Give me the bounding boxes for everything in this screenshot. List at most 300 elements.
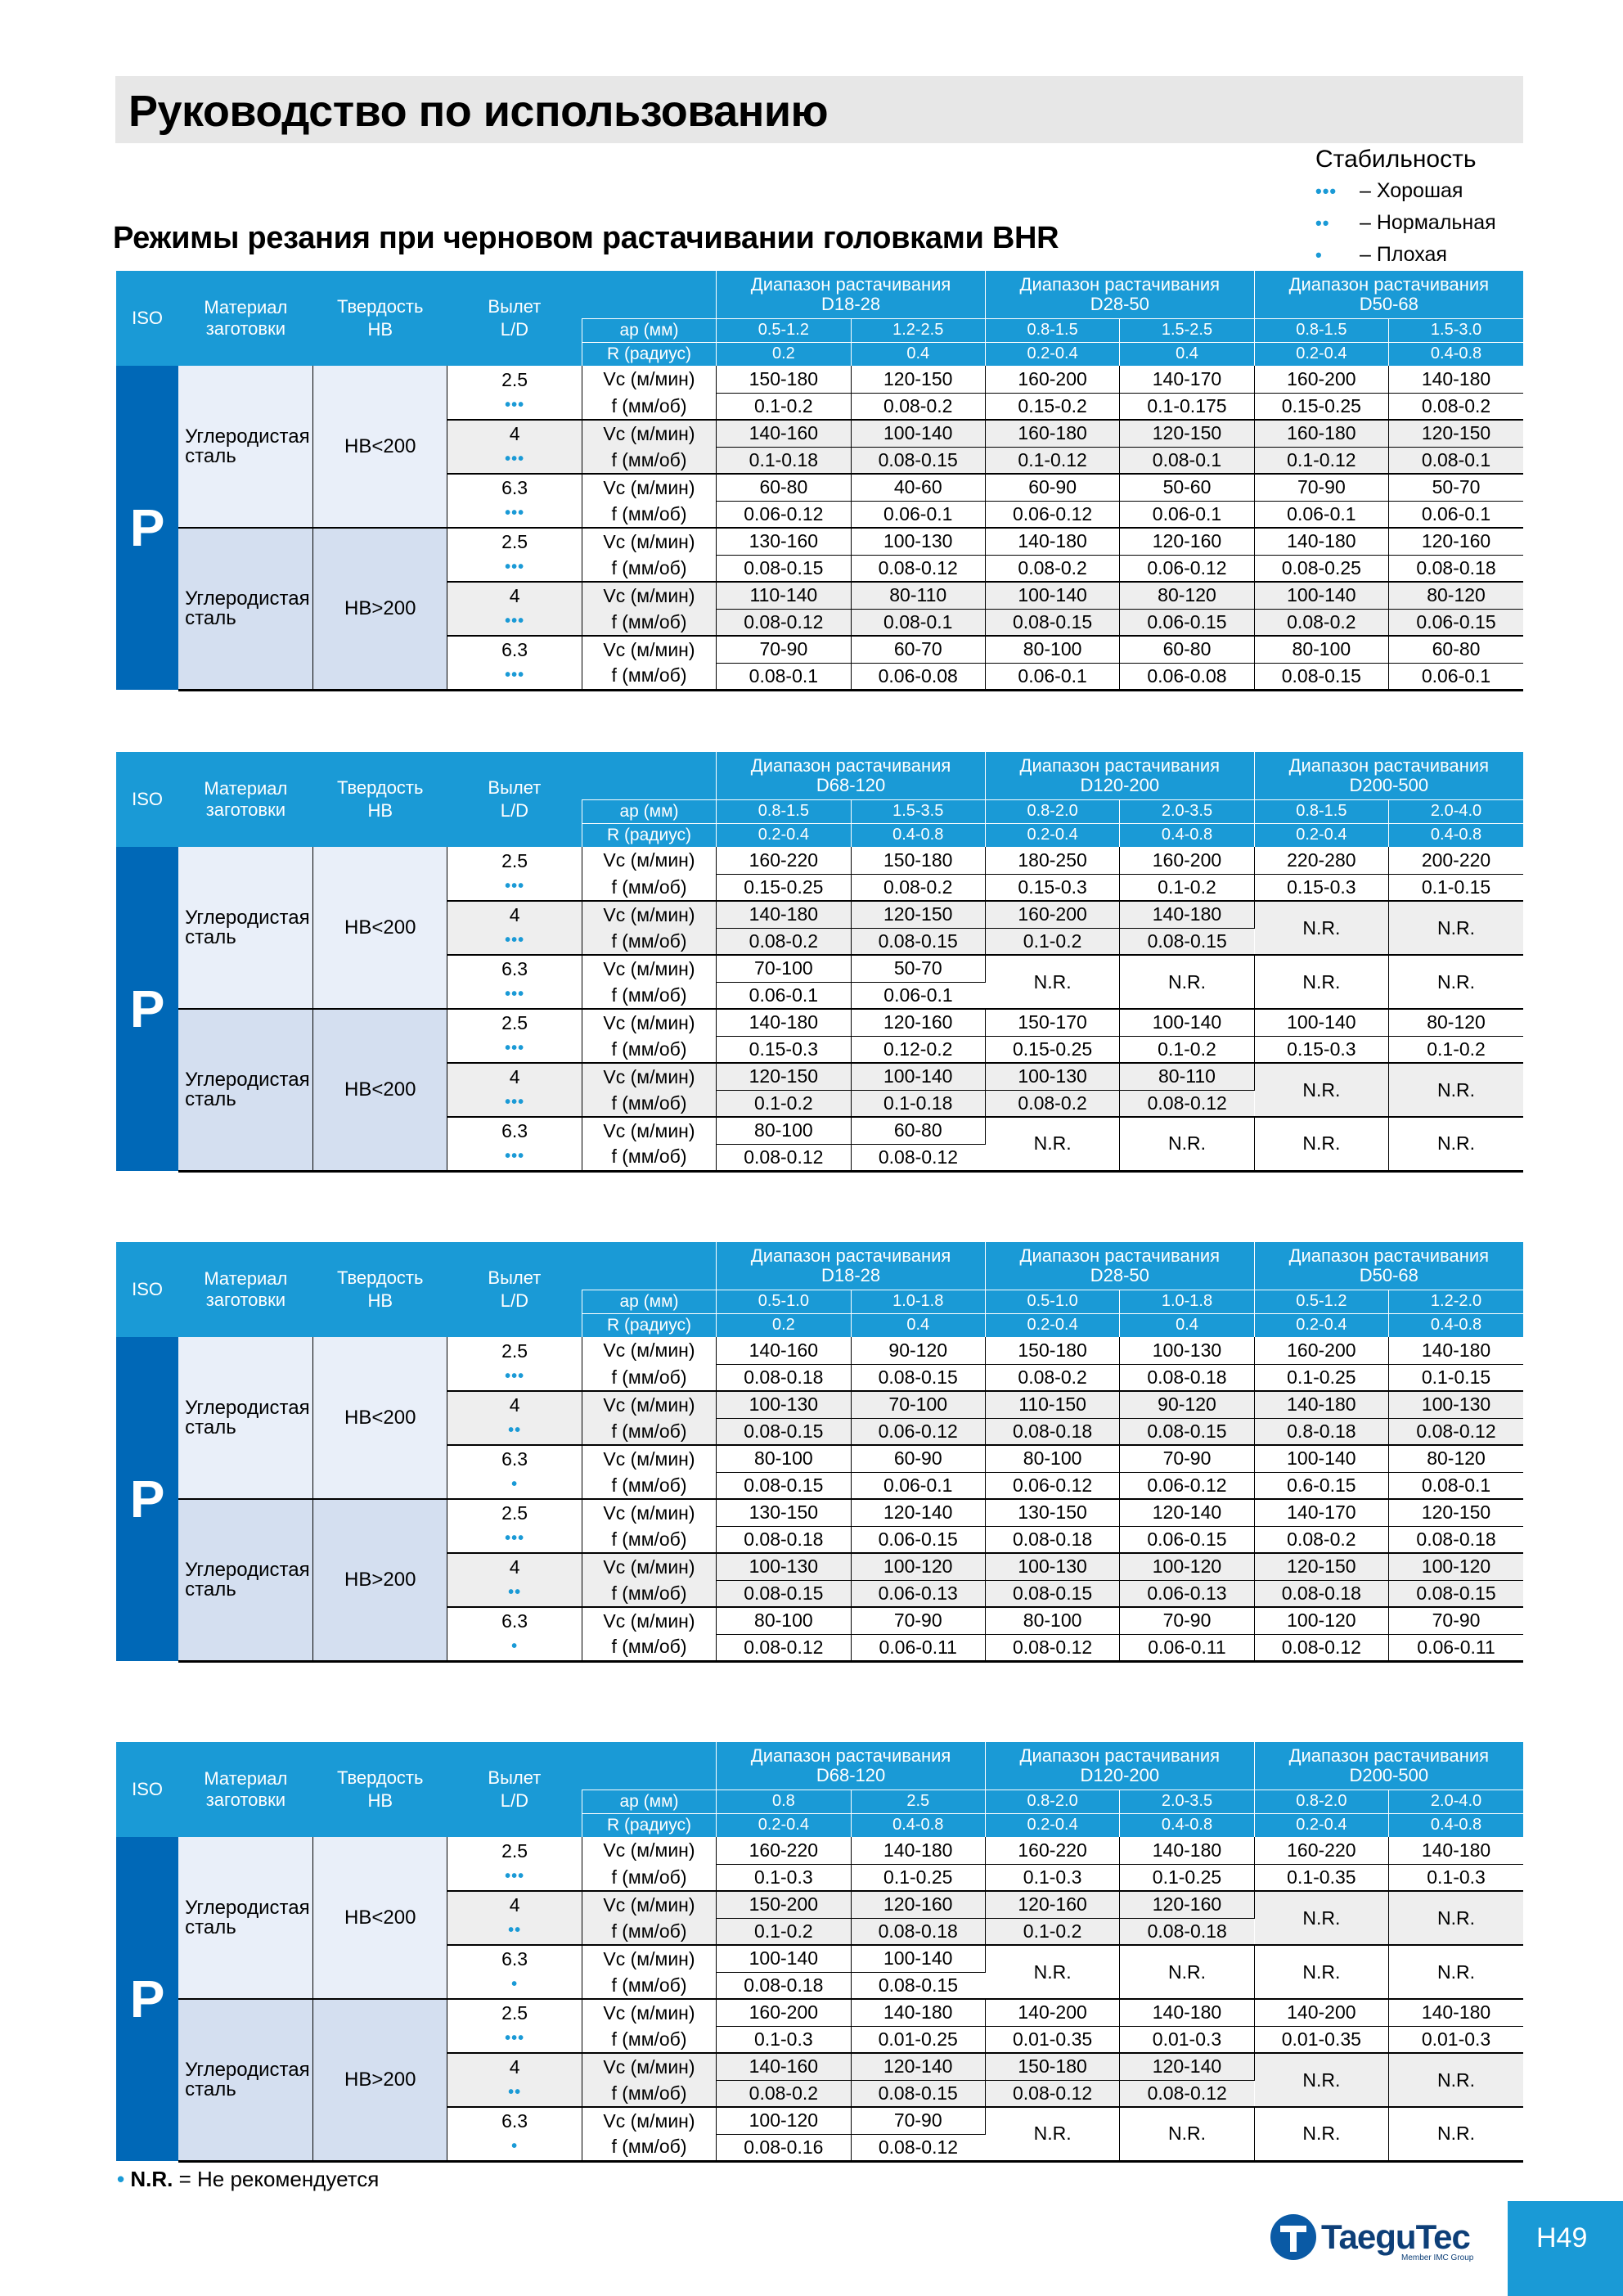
not-recommended-cell: N.R. xyxy=(1120,1945,1254,1999)
boring-range-label: Диапазон растачивания xyxy=(1019,1745,1221,1766)
vc-value: 120-150 xyxy=(1389,420,1523,447)
hardness-cell: HB>200 xyxy=(313,528,447,690)
bullet-icon: • xyxy=(117,2167,125,2191)
f-label: f (мм/об) xyxy=(582,1418,716,1445)
vc-value: 60-70 xyxy=(851,636,985,663)
vc-label: Vc (м/мин) xyxy=(582,2107,716,2134)
vc-label: Vc (м/мин) xyxy=(582,1445,716,1472)
material-cell: Углеродистая сталь xyxy=(178,1499,312,1661)
overhang-value: 4 xyxy=(509,1394,520,1416)
vc-value: 100-120 xyxy=(1120,1553,1254,1580)
f-value: 0.06-0.1 xyxy=(1254,501,1388,528)
radius-value: 0.4 xyxy=(851,1313,985,1337)
f-value: 0.08-0.12 xyxy=(717,1144,851,1171)
vc-value: 70-90 xyxy=(1254,474,1388,501)
f-value: 0.08-0.18 xyxy=(985,1418,1119,1445)
overhang-value: 6.3 xyxy=(501,1448,528,1470)
table-row xyxy=(116,847,1523,874)
stability-dots-icon: ••• xyxy=(505,985,525,1003)
vc-value: 150-170 xyxy=(985,1009,1119,1036)
f-value: 0.06-0.13 xyxy=(1120,1580,1254,1607)
f-value: 0.08-0.18 xyxy=(1389,555,1523,582)
vc-value: 130-160 xyxy=(717,528,851,555)
boring-range-value: D18-28 xyxy=(820,293,881,314)
vc-value: 140-180 xyxy=(1389,1837,1523,1864)
cutting-data-table xyxy=(116,1242,1523,1663)
stability-dots-icon: ••• xyxy=(505,931,525,949)
table-row xyxy=(116,366,1523,393)
overhang-value: 2.5 xyxy=(501,1502,528,1524)
f-value: 0.1-0.12 xyxy=(985,447,1119,474)
stability-dots-icon: •• xyxy=(508,2083,522,2101)
vc-label: Vc (м/мин) xyxy=(582,1499,716,1526)
vc-value: 100-140 xyxy=(1254,582,1388,609)
f-value: 0.08-0.1 xyxy=(1389,1472,1523,1499)
radius-value: 0.4-0.8 xyxy=(1389,1813,1523,1837)
radius-value: 0.4-0.8 xyxy=(851,823,985,847)
f-value: 0.1-0.3 xyxy=(1389,1864,1523,1891)
radius-value: 0.2-0.4 xyxy=(985,1313,1119,1337)
radius-value: 0.4-0.8 xyxy=(1389,823,1523,847)
f-value: 0.08-0.15 xyxy=(717,1418,851,1445)
f-value: 0.06-0.1 xyxy=(851,1472,985,1499)
f-value: 0.08-0.12 xyxy=(1120,2080,1254,2107)
hardness-cell: HB<200 xyxy=(313,1009,447,1171)
f-value: 0.1-0.2 xyxy=(717,1918,851,1945)
overhang-cell xyxy=(447,420,582,474)
radius-value: 0.2-0.4 xyxy=(1254,1813,1388,1837)
boring-range-label: Диапазон растачивания xyxy=(1288,1245,1490,1266)
ap-value: 2.5 xyxy=(851,1790,985,1813)
table-row xyxy=(116,1009,1523,1036)
f-value: 0.08-0.15 xyxy=(717,1580,851,1607)
material-cell: Углеродистая сталь xyxy=(178,528,312,690)
vc-value: 140-180 xyxy=(1254,528,1388,555)
vc-value: 90-120 xyxy=(851,1337,985,1364)
boring-range-header xyxy=(1254,752,1523,799)
f-value: 0.08-0.15 xyxy=(1389,1580,1523,1607)
vc-value: 100-120 xyxy=(851,1553,985,1580)
f-value: 0.08-0.12 xyxy=(851,555,985,582)
ap-value: 0.8-1.5 xyxy=(985,318,1119,342)
f-value: 0.08-0.2 xyxy=(1389,393,1523,420)
boring-range-header xyxy=(985,1242,1254,1290)
ap-value: 1.5-3.5 xyxy=(851,799,985,823)
page-number-box xyxy=(1508,2201,1623,2296)
radius-value: 0.4-0.8 xyxy=(1389,342,1523,366)
f-label: f (мм/об) xyxy=(582,1580,716,1607)
ap-value: 0.5-1.2 xyxy=(1254,1290,1388,1313)
ap-value: 0.8 xyxy=(717,1790,851,1813)
not-recommended-cell: N.R. xyxy=(1389,1945,1523,1999)
not-recommended-cell: N.R. xyxy=(1389,1891,1523,1945)
legend-label: – Нормальная xyxy=(1360,211,1496,234)
overhang-cell xyxy=(447,1837,582,1891)
vc-value: 100-130 xyxy=(985,1553,1119,1580)
f-label: f (мм/об) xyxy=(582,1036,716,1063)
page-number: H49 xyxy=(1536,2222,1588,2253)
f-value: 0.1-0.3 xyxy=(985,1864,1119,1891)
ap-value: 1.0-1.8 xyxy=(851,1290,985,1313)
overhang-cell xyxy=(447,1891,582,1945)
f-label: f (мм/об) xyxy=(582,874,716,901)
stability-dots-icon: ••• xyxy=(505,876,525,895)
vc-label: Vc (м/мин) xyxy=(582,474,716,501)
f-value: 0.08-0.18 xyxy=(1254,1580,1388,1607)
vc-value: 100-130 xyxy=(851,528,985,555)
ap-value: 2.0-3.5 xyxy=(1120,1790,1254,1813)
overhang-value: 4 xyxy=(509,904,520,925)
f-value: 0.01-0.3 xyxy=(1389,2026,1523,2053)
vc-value: 70-90 xyxy=(717,636,851,663)
overhang-value: 2.5 xyxy=(501,1012,528,1033)
stability-dots-icon: ••• xyxy=(505,558,525,576)
vc-value: 160-200 xyxy=(985,901,1119,928)
vc-label: Vc (м/мин) xyxy=(582,636,716,663)
f-label: f (мм/об) xyxy=(582,1364,716,1391)
vc-value: 120-160 xyxy=(1389,528,1523,555)
f-label: f (мм/об) xyxy=(582,2134,716,2161)
material-header-text: Материал заготовки xyxy=(204,297,288,339)
f-value: 0.06-0.15 xyxy=(1120,609,1254,636)
not-recommended-cell: N.R. xyxy=(1389,2053,1523,2107)
material-header xyxy=(178,1742,312,1837)
overhang-cell xyxy=(447,1063,582,1117)
vc-value: 70-90 xyxy=(851,2107,985,2134)
cutting-table xyxy=(116,271,1523,691)
f-value: 0.1-0.2 xyxy=(1120,874,1254,901)
vc-label: Vc (м/мин) xyxy=(582,1391,716,1418)
vc-value: 60-90 xyxy=(851,1445,985,1472)
f-value: 0.08-0.2 xyxy=(1254,1526,1388,1553)
vc-value: 160-220 xyxy=(717,847,851,874)
overhang-value: 4 xyxy=(509,1556,520,1578)
f-value: 0.1-0.2 xyxy=(1389,1036,1523,1063)
vc-value: 110-140 xyxy=(717,582,851,609)
radius-value: 0.2 xyxy=(717,342,851,366)
legend-label: – Хорошая xyxy=(1360,179,1463,202)
hardness-unit: HB xyxy=(367,800,393,821)
vc-value: 70-90 xyxy=(1120,1445,1254,1472)
f-value: 0.08-0.12 xyxy=(851,2134,985,2161)
f-value: 0.1-0.2 xyxy=(717,393,851,420)
f-value: 0.08-0.2 xyxy=(985,555,1119,582)
overhang-value: 2.5 xyxy=(501,2002,528,2024)
legend-item-good xyxy=(1315,175,1528,207)
f-value: 0.06-0.1 xyxy=(717,982,851,1009)
page-title: Руководство по использованию xyxy=(128,87,829,136)
hardness-header xyxy=(313,752,447,847)
stability-dots-icon: • xyxy=(511,2136,519,2155)
vc-label: Vc (м/мин) xyxy=(582,1607,716,1634)
f-value: 0.06-0.1 xyxy=(985,663,1119,690)
not-recommended-cell: N.R. xyxy=(1389,955,1523,1009)
boring-range-header xyxy=(985,1742,1254,1790)
vc-label: Vc (м/мин) xyxy=(582,1063,716,1090)
stability-dots-icon: ••• xyxy=(505,1529,525,1547)
f-value: 0.06-0.12 xyxy=(1120,555,1254,582)
vc-value: 100-140 xyxy=(1254,1445,1388,1472)
overhang-header xyxy=(447,271,582,366)
not-recommended-cell: N.R. xyxy=(1254,2053,1388,2107)
overhang-cell xyxy=(447,955,582,1009)
radius-label: R (радиус) xyxy=(582,1813,716,1837)
f-label: f (мм/об) xyxy=(582,2026,716,2053)
ap-value: 1.2-2.5 xyxy=(851,318,985,342)
f-value: 0.1-0.35 xyxy=(1254,1864,1388,1891)
stability-dots-icon: •• xyxy=(508,1921,522,1939)
overhang-value: 4 xyxy=(509,1894,520,1916)
vc-value: 80-110 xyxy=(1120,1063,1254,1090)
f-value: 0.08-0.18 xyxy=(1389,1526,1523,1553)
table-row xyxy=(116,1837,1523,1864)
f-value: 0.06-0.1 xyxy=(1389,663,1523,690)
f-value: 0.08-0.2 xyxy=(851,393,985,420)
f-value: 0.08-0.12 xyxy=(1389,1418,1523,1445)
vc-value: 140-180 xyxy=(985,528,1119,555)
overhang-value: 6.3 xyxy=(501,638,528,660)
vc-value: 80-100 xyxy=(717,1117,851,1144)
not-recommended-cell: N.R. xyxy=(1254,955,1388,1009)
overhang-value: 2.5 xyxy=(501,1839,528,1862)
boring-range-header xyxy=(985,752,1254,799)
not-recommended-cell: N.R. xyxy=(1120,1117,1254,1171)
f-value: 0.08-0.12 xyxy=(985,2080,1119,2107)
vc-value: 70-90 xyxy=(851,1607,985,1634)
hardness-cell: HB>200 xyxy=(313,1999,447,2161)
vc-value: 160-200 xyxy=(985,366,1119,393)
f-label: f (мм/об) xyxy=(582,928,716,955)
f-value: 0.08-0.18 xyxy=(1120,1364,1254,1391)
vc-value: 100-130 xyxy=(717,1391,851,1418)
overhang-cell xyxy=(447,1499,582,1553)
vc-value: 120-160 xyxy=(1120,1891,1254,1918)
radius-value: 0.2-0.4 xyxy=(985,1813,1119,1837)
overhang-cell xyxy=(447,1391,582,1445)
not-recommended-cell: N.R. xyxy=(985,1945,1119,1999)
f-label: f (мм/об) xyxy=(582,982,716,1009)
f-label: f (мм/об) xyxy=(582,2080,716,2107)
f-value: 0.08-0.25 xyxy=(1254,555,1388,582)
vc-value: 100-130 xyxy=(985,1063,1119,1090)
f-value: 0.1-0.15 xyxy=(1389,1364,1523,1391)
hardness-label: Твердость xyxy=(336,296,424,317)
table-row xyxy=(116,1337,1523,1364)
boring-range-label: Диапазон растачивания xyxy=(1019,754,1221,776)
overhang-cell xyxy=(447,847,582,901)
f-value: 0.06-0.15 xyxy=(1389,609,1523,636)
vc-value: 90-120 xyxy=(1120,1391,1254,1418)
f-value: 0.8-0.18 xyxy=(1254,1418,1388,1445)
f-value: 0.06-0.12 xyxy=(985,1472,1119,1499)
overhang-unit: L/D xyxy=(500,319,528,340)
vc-value: 80-120 xyxy=(1389,1445,1523,1472)
not-recommended-cell: N.R. xyxy=(1389,1117,1523,1171)
vc-label: Vc (м/мин) xyxy=(582,582,716,609)
vc-value: 80-120 xyxy=(1389,582,1523,609)
ap-label: ap (мм) xyxy=(582,1790,716,1813)
boring-range-label: Диапазон растачивания xyxy=(750,273,951,295)
vc-value: 150-200 xyxy=(717,1891,851,1918)
hardness-label: Твердость xyxy=(336,1767,424,1788)
f-value: 0.06-0.11 xyxy=(851,1634,985,1661)
hardness-header xyxy=(313,1742,447,1837)
overhang-cell xyxy=(447,474,582,528)
f-label: f (мм/об) xyxy=(582,609,716,636)
vc-value: 100-140 xyxy=(851,1063,985,1090)
vc-value: 160-220 xyxy=(985,1837,1119,1864)
vc-value: 120-160 xyxy=(851,1009,985,1036)
overhang-label: Вылет xyxy=(488,1267,542,1288)
ap-label: ap (мм) xyxy=(582,318,716,342)
radius-value: 0.4-0.8 xyxy=(1120,1813,1254,1837)
f-label: f (мм/об) xyxy=(582,1634,716,1661)
f-label: f (мм/об) xyxy=(582,1864,716,1891)
boring-range-value: D28-50 xyxy=(1090,293,1149,314)
cutting-table xyxy=(116,1742,1523,2163)
overhang-cell xyxy=(447,366,582,420)
f-label: f (мм/об) xyxy=(582,663,716,690)
material-header-text: Материал заготовки xyxy=(204,1768,288,1810)
section-subtitle: Режимы резания при черновом растачивании головками BHR xyxy=(113,221,1059,255)
f-value: 0.08-0.2 xyxy=(717,928,851,955)
f-value: 0.08-0.15 xyxy=(1254,663,1388,690)
vc-value: 140-200 xyxy=(1254,1999,1388,2026)
f-value: 0.08-0.15 xyxy=(851,1972,985,1999)
f-value: 0.1-0.15 xyxy=(1389,874,1523,901)
table-row xyxy=(116,528,1523,555)
hardness-label: Твердость xyxy=(336,777,424,798)
vc-value: 80-100 xyxy=(1254,636,1388,663)
boring-range-label: Диапазон растачивания xyxy=(750,1245,951,1266)
boring-range-label: Диапазон растачивания xyxy=(1288,1745,1490,1766)
vc-label: Vc (м/мин) xyxy=(582,420,716,447)
not-recommended-cell: N.R. xyxy=(1254,1063,1388,1117)
cutting-table xyxy=(116,1242,1523,1663)
ap-value: 1.5-3.0 xyxy=(1389,318,1523,342)
f-value: 0.1-0.18 xyxy=(717,447,851,474)
material-header xyxy=(178,1242,312,1337)
f-value: 0.06-0.08 xyxy=(1120,663,1254,690)
f-value: 0.1-0.2 xyxy=(985,928,1119,955)
radius-value: 0.2-0.4 xyxy=(1254,342,1388,366)
f-label: f (мм/об) xyxy=(582,1918,716,1945)
f-value: 0.08-0.12 xyxy=(717,1634,851,1661)
f-value: 0.06-0.12 xyxy=(1120,1472,1254,1499)
overhang-value: 6.3 xyxy=(501,958,528,979)
ap-label: ap (мм) xyxy=(582,1290,716,1313)
iso-header: ISO xyxy=(116,752,178,847)
not-recommended-cell: N.R. xyxy=(985,1117,1119,1171)
ap-value: 1.0-1.8 xyxy=(1120,1290,1254,1313)
vc-value: 100-120 xyxy=(1254,1607,1388,1634)
vc-value: 120-150 xyxy=(1389,1499,1523,1526)
vc-value: 150-180 xyxy=(985,2053,1119,2080)
vc-value: 120-140 xyxy=(851,2053,985,2080)
footnote-key: N.R. xyxy=(130,2167,173,2191)
param-header-blank xyxy=(582,271,716,318)
ap-value: 0.8-1.5 xyxy=(1254,318,1388,342)
boring-range-header xyxy=(717,1742,986,1790)
overhang-cell xyxy=(447,901,582,955)
vc-value: 160-200 xyxy=(1120,847,1254,874)
material-cell: Углеродистая сталь xyxy=(178,1009,312,1171)
f-value: 0.06-0.1 xyxy=(1389,501,1523,528)
overhang-label: Вылет xyxy=(488,296,542,317)
vc-value: 110-150 xyxy=(985,1391,1119,1418)
stability-legend xyxy=(1315,146,1528,271)
vc-value: 100-140 xyxy=(851,1945,985,1972)
vc-value: 160-220 xyxy=(1254,1837,1388,1864)
vc-value: 80-120 xyxy=(1389,1009,1523,1036)
vc-value: 140-160 xyxy=(717,2053,851,2080)
vc-value: 100-140 xyxy=(1120,1009,1254,1036)
vc-label: Vc (м/мин) xyxy=(582,901,716,928)
stability-dots-icon: ••• xyxy=(505,1039,525,1057)
boring-range-value: D200-500 xyxy=(1349,1764,1429,1785)
iso-header: ISO xyxy=(116,1242,178,1337)
vc-value: 140-170 xyxy=(1254,1499,1388,1526)
vc-value: 140-180 xyxy=(1254,1391,1388,1418)
boring-range-label: Диапазон растачивания xyxy=(1019,1245,1221,1266)
iso-header: ISO xyxy=(116,271,178,366)
vc-value: 130-150 xyxy=(985,1499,1119,1526)
vc-value: 160-180 xyxy=(1254,420,1388,447)
f-label: f (мм/об) xyxy=(582,1090,716,1117)
hardness-cell: HB<200 xyxy=(313,1337,447,1499)
vc-value: 140-180 xyxy=(1120,1999,1254,2026)
f-value: 0.15-0.25 xyxy=(717,874,851,901)
vc-value: 120-150 xyxy=(1120,420,1254,447)
table-row xyxy=(116,1999,1523,2026)
boring-range-value: D120-200 xyxy=(1080,774,1160,795)
f-value: 0.08-0.1 xyxy=(851,609,985,636)
hardness-label: Твердость xyxy=(336,1267,424,1288)
overhang-value: 6.3 xyxy=(501,1948,528,1970)
not-recommended-cell: N.R. xyxy=(1120,955,1254,1009)
vc-label: Vc (м/мин) xyxy=(582,1837,716,1864)
ap-value: 2.0-3.5 xyxy=(1120,799,1254,823)
f-label: f (мм/об) xyxy=(582,1526,716,1553)
f-value: 0.1-0.25 xyxy=(1120,1864,1254,1891)
f-value: 0.1-0.175 xyxy=(1120,393,1254,420)
boring-range-label: Диапазон растачивания xyxy=(1288,754,1490,776)
material-cell: Углеродистая сталь xyxy=(178,847,312,1009)
radius-value: 0.4-0.8 xyxy=(1389,1313,1523,1337)
vc-value: 120-140 xyxy=(1120,1499,1254,1526)
f-value: 0.08-0.15 xyxy=(851,928,985,955)
f-value: 0.08-0.12 xyxy=(717,609,851,636)
vc-value: 120-160 xyxy=(851,1891,985,1918)
logo-text: TaeguTec xyxy=(1321,2217,1470,2256)
vc-value: 60-80 xyxy=(717,474,851,501)
f-label: f (мм/об) xyxy=(582,1972,716,1999)
vc-value: 100-140 xyxy=(717,1945,851,1972)
overhang-label: Вылет xyxy=(488,777,542,798)
f-value: 0.01-0.25 xyxy=(851,2026,985,2053)
vc-value: 150-180 xyxy=(717,366,851,393)
overhang-cell xyxy=(447,582,582,636)
vc-label: Vc (м/мин) xyxy=(582,1945,716,1972)
vc-value: 50-70 xyxy=(851,955,985,982)
vc-value: 50-70 xyxy=(1389,474,1523,501)
vc-value: 130-150 xyxy=(717,1499,851,1526)
iso-class-cell: P xyxy=(116,1337,178,1661)
f-value: 0.08-0.15 xyxy=(851,447,985,474)
vc-value: 140-180 xyxy=(1389,1999,1523,2026)
vc-label: Vc (м/мин) xyxy=(582,1337,716,1364)
f-value: 0.1-0.2 xyxy=(717,1090,851,1117)
